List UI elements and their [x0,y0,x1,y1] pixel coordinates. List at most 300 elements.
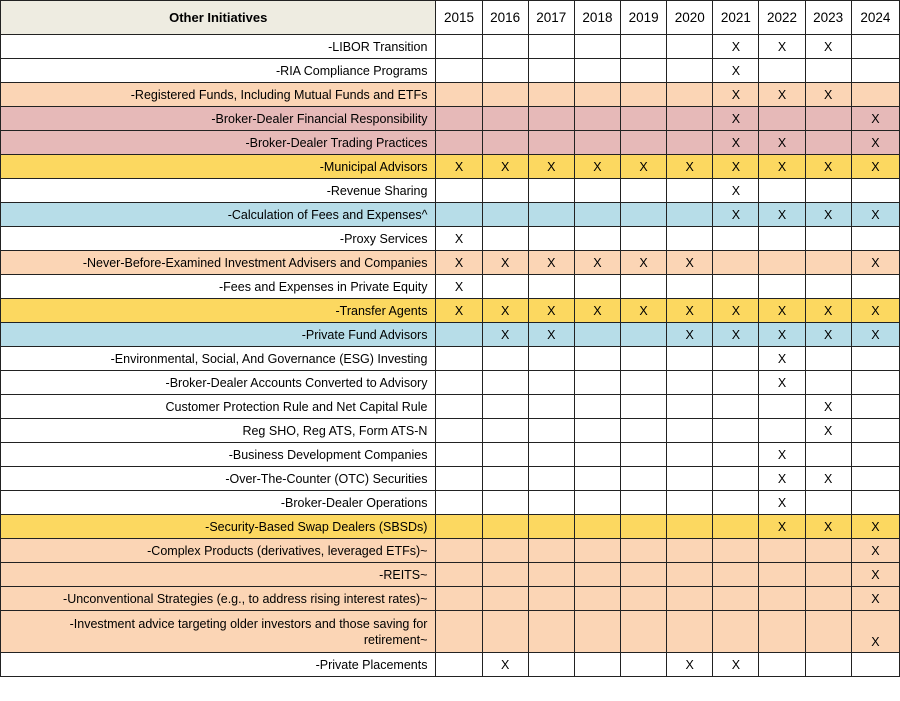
year-cell-empty [621,83,667,107]
year-mark: X [851,299,899,323]
year-mark: X [759,443,805,467]
year-cell-empty [713,251,759,275]
year-cell-empty [574,371,620,395]
year-cell-empty [482,395,528,419]
year-cell-empty [436,653,482,677]
year-cell-empty [851,395,899,419]
initiative-label: -Security-Based Swap Dealers (SBSDs) [1,515,436,539]
table-row [1,443,900,467]
year-cell-empty [713,515,759,539]
year-cell-empty [713,275,759,299]
year-mark: X [621,299,667,323]
column-header-year: 2022 [759,1,805,35]
year-cell-empty [482,467,528,491]
year-cell-empty [574,515,620,539]
table-row [1,539,900,563]
year-cell-empty [436,35,482,59]
year-cell-empty [621,515,667,539]
year-cell-empty [621,611,667,653]
year-cell-empty [621,563,667,587]
year-cell-empty [805,491,851,515]
year-cell-empty [667,371,713,395]
year-mark: X [574,251,620,275]
year-cell-empty [528,491,574,515]
year-mark: X [805,515,851,539]
year-cell-empty [851,467,899,491]
year-mark: X [851,107,899,131]
year-mark: X [621,251,667,275]
year-mark: X [805,395,851,419]
column-header-year: 2023 [805,1,851,35]
year-cell-empty [667,179,713,203]
year-cell-empty [574,131,620,155]
year-cell-empty [621,467,667,491]
table-row [1,227,900,251]
year-cell-empty [574,203,620,227]
table-row [1,83,900,107]
header-row [1,1,900,35]
year-cell-empty [713,395,759,419]
year-mark: X [759,35,805,59]
year-cell-empty [667,275,713,299]
year-mark: X [713,203,759,227]
year-cell-empty [528,83,574,107]
year-cell-empty [482,539,528,563]
year-cell-empty [528,179,574,203]
initiative-label: -Investment advice targeting older investors and those saving for retirement~ [1,611,436,653]
initiative-label: -Unconventional Strategies (e.g., to address rising interest rates)~ [1,587,436,611]
year-cell-empty [759,227,805,251]
year-cell-empty [528,347,574,371]
table-row [1,107,900,131]
year-mark: X [574,299,620,323]
year-cell-empty [621,653,667,677]
year-mark: X [759,203,805,227]
year-cell-empty [574,539,620,563]
year-cell-empty [621,491,667,515]
year-mark: X [667,299,713,323]
year-cell-empty [851,371,899,395]
year-mark: X [759,467,805,491]
year-cell-empty [528,35,574,59]
year-cell-empty [621,179,667,203]
year-cell-empty [436,419,482,443]
year-cell-empty [667,491,713,515]
year-cell-empty [759,251,805,275]
year-mark: X [759,83,805,107]
year-mark: X [759,515,805,539]
column-header-year: 2015 [436,1,482,35]
year-cell-empty [713,611,759,653]
year-mark: X [805,419,851,443]
year-mark: X [436,299,482,323]
year-mark: X [805,467,851,491]
year-cell-empty [805,179,851,203]
year-cell-empty [621,35,667,59]
year-cell-empty [759,587,805,611]
year-cell-empty [528,371,574,395]
year-cell-empty [528,611,574,653]
year-mark: X [713,155,759,179]
year-cell-empty [528,653,574,677]
initiative-label: -Revenue Sharing [1,179,436,203]
year-cell-empty [759,539,805,563]
year-cell-empty [667,587,713,611]
year-cell-empty [805,347,851,371]
year-mark: X [805,299,851,323]
table-row [1,491,900,515]
year-cell-empty [713,491,759,515]
year-mark: X [851,515,899,539]
initiative-label: -Complex Products (derivatives, leveraged ETFs)~ [1,539,436,563]
year-cell-empty [574,59,620,83]
year-mark: X [851,251,899,275]
year-cell-empty [436,563,482,587]
year-cell-empty [574,107,620,131]
table-row [1,203,900,227]
year-cell-empty [436,347,482,371]
year-cell-empty [667,83,713,107]
year-mark: X [667,155,713,179]
table-row [1,179,900,203]
year-cell-empty [667,107,713,131]
year-cell-empty [759,653,805,677]
table-row [1,131,900,155]
year-mark: X [621,155,667,179]
year-cell-empty [436,203,482,227]
year-cell-empty [482,35,528,59]
year-cell-empty [851,419,899,443]
year-cell-empty [805,539,851,563]
year-cell-empty [851,275,899,299]
year-cell-empty [713,563,759,587]
year-mark: X [759,347,805,371]
year-mark: X [759,323,805,347]
year-cell-empty [574,563,620,587]
year-cell-empty [621,323,667,347]
table-row [1,59,900,83]
table-row [1,323,900,347]
year-mark: X [805,323,851,347]
year-cell-empty [574,275,620,299]
year-cell-empty [851,83,899,107]
table-row [1,299,900,323]
year-cell-empty [805,587,851,611]
year-cell-empty [851,443,899,467]
year-cell-empty [667,131,713,155]
year-cell-empty [851,227,899,251]
year-cell-empty [436,59,482,83]
year-cell-empty [621,347,667,371]
year-mark: X [713,179,759,203]
year-cell-empty [436,179,482,203]
year-cell-empty [528,59,574,83]
year-cell-empty [667,563,713,587]
year-mark: X [436,251,482,275]
year-cell-empty [436,131,482,155]
year-cell-empty [621,59,667,83]
year-cell-empty [621,227,667,251]
year-mark: X [713,131,759,155]
year-cell-empty [805,611,851,653]
year-cell-empty [574,347,620,371]
year-cell-empty [667,59,713,83]
year-cell-empty [436,587,482,611]
year-cell-empty [621,131,667,155]
year-cell-empty [621,443,667,467]
year-cell-empty [574,323,620,347]
year-cell-empty [713,467,759,491]
year-mark: X [851,563,899,587]
table-row [1,467,900,491]
year-cell-empty [667,35,713,59]
year-cell-empty [436,83,482,107]
table-header [1,1,900,35]
year-mark: X [759,299,805,323]
initiative-label: Reg SHO, Reg ATS, Form ATS-N [1,419,436,443]
table-row [1,35,900,59]
year-cell-empty [528,587,574,611]
year-mark: X [436,155,482,179]
year-cell-empty [574,227,620,251]
year-cell-empty [759,107,805,131]
year-cell-empty [621,539,667,563]
year-cell-empty [667,611,713,653]
year-cell-empty [482,203,528,227]
year-mark: X [713,35,759,59]
year-mark: X [482,299,528,323]
year-cell-empty [482,515,528,539]
year-cell-empty [528,275,574,299]
initiative-label: -Broker-Dealer Accounts Converted to Advisory [1,371,436,395]
table-row [1,563,900,587]
initiative-label: -REITS~ [1,563,436,587]
table-row [1,419,900,443]
table-row [1,371,900,395]
initiative-label: -Calculation of Fees and Expenses^ [1,203,436,227]
table-row [1,395,900,419]
year-cell-empty [851,491,899,515]
year-cell-empty [574,443,620,467]
year-mark: X [713,83,759,107]
year-cell-empty [574,35,620,59]
year-mark: X [851,323,899,347]
year-cell-empty [621,587,667,611]
initiative-label: -Environmental, Social, And Governance (ESG) Investing [1,347,436,371]
initiative-label: -RIA Compliance Programs [1,59,436,83]
year-cell-empty [667,227,713,251]
initiative-label: -Transfer Agents [1,299,436,323]
year-cell-empty [528,419,574,443]
year-cell-empty [805,59,851,83]
year-cell-empty [574,587,620,611]
year-cell-empty [713,587,759,611]
year-cell-empty [574,179,620,203]
column-header-initiative: Other Initiatives [1,1,436,35]
year-mark: X [851,155,899,179]
year-cell-empty [528,203,574,227]
year-cell-empty [667,395,713,419]
year-cell-empty [574,395,620,419]
year-mark: X [667,323,713,347]
year-cell-empty [621,419,667,443]
year-cell-empty [482,227,528,251]
year-mark: X [805,155,851,179]
year-cell-empty [482,59,528,83]
year-cell-empty [713,371,759,395]
initiative-label: -Over-The-Counter (OTC) Securities [1,467,436,491]
year-cell-empty [528,515,574,539]
initiative-label: -Registered Funds, Including Mutual Funds and ETFs [1,83,436,107]
year-mark: X [713,323,759,347]
year-cell-empty [482,347,528,371]
column-header-year: 2017 [528,1,574,35]
year-mark: X [759,131,805,155]
year-cell-empty [713,227,759,251]
table-row [1,587,900,611]
year-cell-empty [759,395,805,419]
year-mark: X [759,155,805,179]
year-mark: X [713,59,759,83]
table-row [1,275,900,299]
year-cell-empty [667,419,713,443]
table-row [1,347,900,371]
year-cell-empty [759,59,805,83]
year-mark: X [805,83,851,107]
year-cell-empty [759,563,805,587]
year-mark: X [759,371,805,395]
year-cell-empty [621,203,667,227]
year-cell-empty [482,587,528,611]
year-cell-empty [621,371,667,395]
year-cell-empty [436,611,482,653]
column-header-year: 2016 [482,1,528,35]
table-row [1,653,900,677]
column-header-year: 2018 [574,1,620,35]
year-mark: X [851,539,899,563]
year-cell-empty [482,107,528,131]
year-mark: X [482,653,528,677]
year-mark: X [667,251,713,275]
year-cell-empty [482,563,528,587]
year-cell-empty [528,227,574,251]
year-cell-empty [713,443,759,467]
year-cell-empty [574,83,620,107]
column-header-year: 2024 [851,1,899,35]
year-cell-empty [667,443,713,467]
year-cell-empty [482,611,528,653]
year-cell-empty [851,35,899,59]
year-mark: X [574,155,620,179]
year-mark: X [713,299,759,323]
year-cell-empty [851,347,899,371]
year-cell-empty [436,539,482,563]
initiative-label: -Proxy Services [1,227,436,251]
year-cell-empty [574,491,620,515]
year-mark: X [851,611,899,653]
year-mark: X [482,155,528,179]
year-cell-empty [528,539,574,563]
initiative-label: -Broker-Dealer Trading Practices [1,131,436,155]
year-mark: X [851,587,899,611]
initiative-label: -Fees and Expenses in Private Equity [1,275,436,299]
year-cell-empty [805,251,851,275]
year-mark: X [436,275,482,299]
table-row [1,251,900,275]
year-cell-empty [667,347,713,371]
year-cell-empty [667,467,713,491]
year-cell-empty [436,323,482,347]
year-cell-empty [436,395,482,419]
year-cell-empty [805,227,851,251]
table-row [1,611,900,653]
year-mark: X [713,107,759,131]
year-cell-empty [482,131,528,155]
year-cell-empty [574,467,620,491]
year-cell-empty [851,179,899,203]
table-row [1,515,900,539]
initiative-label: Customer Protection Rule and Net Capital Rule [1,395,436,419]
year-cell-empty [621,395,667,419]
year-cell-empty [528,467,574,491]
initiative-label: -Broker-Dealer Financial Responsibility [1,107,436,131]
year-cell-empty [851,59,899,83]
year-cell-empty [482,83,528,107]
table-body [1,35,900,677]
year-cell-empty [621,275,667,299]
year-mark: X [482,323,528,347]
year-cell-empty [482,491,528,515]
column-header-year: 2021 [713,1,759,35]
year-cell-empty [805,107,851,131]
year-cell-empty [805,563,851,587]
year-mark: X [528,323,574,347]
year-mark: X [528,251,574,275]
year-cell-empty [436,107,482,131]
year-cell-empty [667,539,713,563]
year-cell-empty [482,275,528,299]
year-cell-empty [713,539,759,563]
year-cell-empty [759,275,805,299]
year-cell-empty [667,203,713,227]
year-cell-empty [805,275,851,299]
year-cell-empty [528,395,574,419]
year-cell-empty [574,419,620,443]
column-header-year: 2019 [621,1,667,35]
year-cell-empty [436,467,482,491]
year-mark: X [851,131,899,155]
year-cell-empty [436,491,482,515]
year-cell-empty [667,515,713,539]
year-mark: X [528,299,574,323]
year-cell-empty [851,653,899,677]
initiative-label: -Private Placements [1,653,436,677]
year-cell-empty [805,131,851,155]
initiative-label: -Private Fund Advisors [1,323,436,347]
table-row [1,155,900,179]
year-cell-empty [528,107,574,131]
year-cell-empty [759,419,805,443]
initiative-label: -Broker-Dealer Operations [1,491,436,515]
year-cell-empty [713,419,759,443]
year-cell-empty [482,179,528,203]
year-mark: X [805,35,851,59]
year-cell-empty [436,371,482,395]
year-cell-empty [621,107,667,131]
year-cell-empty [482,419,528,443]
year-cell-empty [759,179,805,203]
year-mark: X [667,653,713,677]
